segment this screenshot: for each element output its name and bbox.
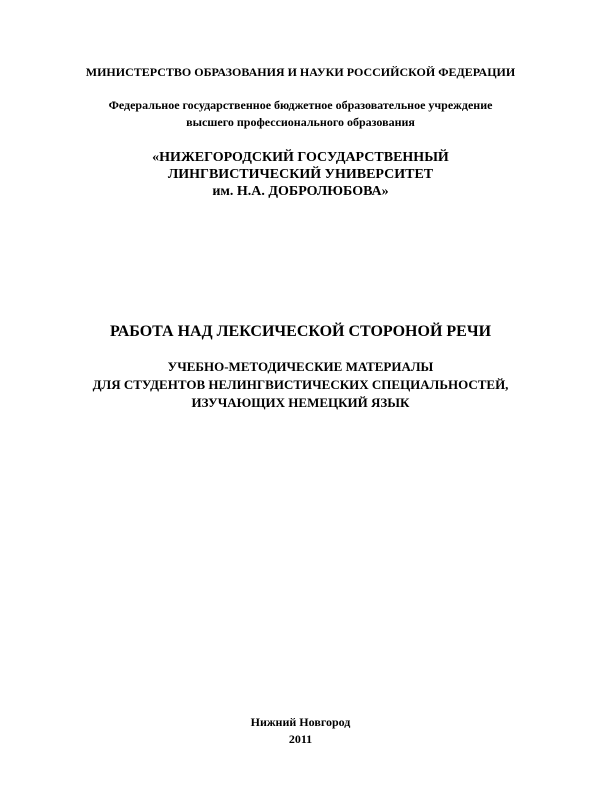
document-title [0, 322, 601, 342]
university-line-3: им. Н.А. ДОБРОЛЮБОВА» [212, 184, 389, 199]
imprint-footer [0, 714, 601, 748]
document-subtitle [0, 358, 601, 412]
university-line-1: «НИЖЕГОРОДСКИЙ ГОСУДАРСТВЕННЫЙ [152, 150, 449, 165]
university-line-2: ЛИНГВИСТИЧЕСКИЙ УНИВЕРСИТЕТ [167, 167, 434, 182]
document-title-text: РАБОТА НАД ЛЕКСИЧЕСКОЙ СТОРОНОЙ РЕЧИ [109, 323, 492, 340]
institution-line-2: высшего профессионального образования [186, 115, 415, 129]
ministry-name: МИНИСТЕРСТВО ОБРАЗОВАНИЯ И НАУКИ РОССИЙСКОЙ ФЕДЕРАЦИИ [85, 65, 516, 79]
subtitle-line-1: УЧЕБНО-МЕТОДИЧЕСКИЕ МАТЕРИАЛЫ [167, 359, 434, 374]
publication-city: Нижний Новгород [250, 715, 351, 729]
ministry-header [0, 64, 601, 80]
institution-header [0, 97, 601, 131]
publication-year: 2011 [288, 732, 313, 746]
subtitle-line-2: ДЛЯ СТУДЕНТОВ НЕЛИНГВИСТИЧЕСКИХ СПЕЦИАЛЬНОСТЕЙ, [92, 377, 509, 392]
institution-line-1: Федеральное государственное бюджетное образовательное учреждение [108, 98, 493, 112]
subtitle-line-3: ИЗУЧАЮЩИХ НЕМЕЦКИЙ ЯЗЫК [191, 395, 410, 410]
university-name [0, 149, 601, 200]
